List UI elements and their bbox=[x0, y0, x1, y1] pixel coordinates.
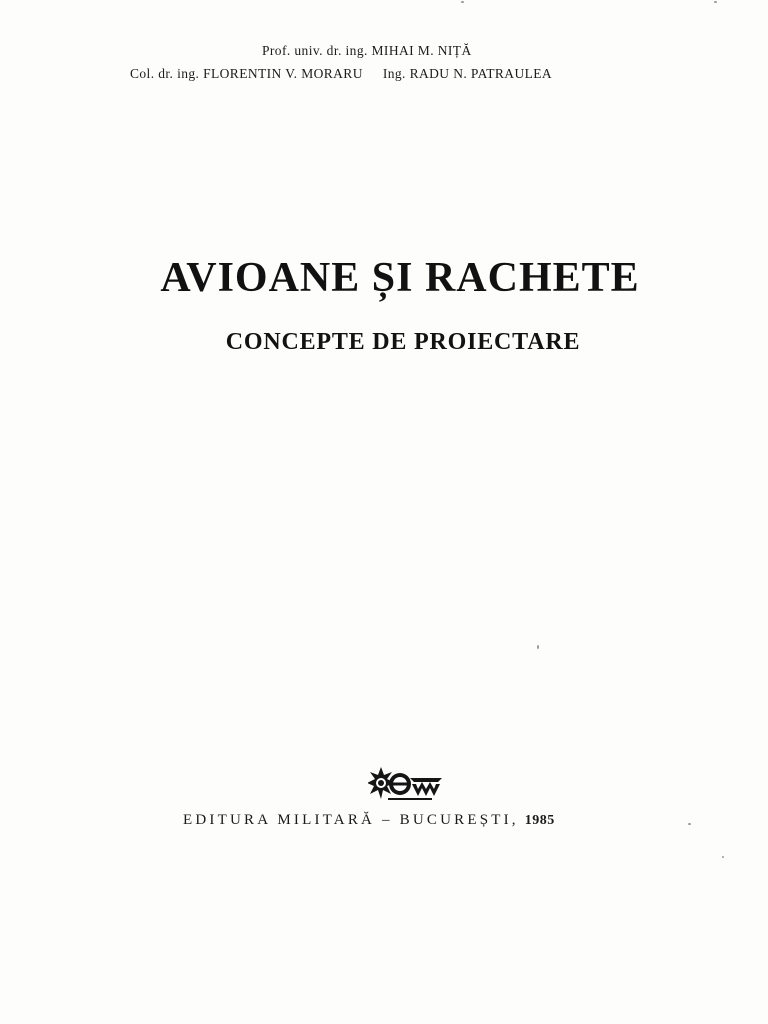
publication-year: 1985 bbox=[524, 813, 555, 828]
scan-speck bbox=[722, 856, 724, 858]
scan-speck bbox=[461, 1, 464, 3]
publisher-emblem-icon bbox=[368, 766, 444, 804]
author-line-2 bbox=[130, 66, 552, 82]
publisher-imprint bbox=[183, 812, 555, 829]
author-name: Prof. univ. dr. ing. MIHAI M. NIȚĂ bbox=[262, 43, 472, 58]
scan-speck bbox=[714, 1, 717, 3]
book-subtitle: CONCEPTE DE PROIECTARE bbox=[225, 329, 581, 355]
scan-speck bbox=[537, 645, 539, 649]
author-name: Ing. RADU N. PATRAULEA bbox=[382, 66, 553, 81]
publisher-name: EDITURA MILITARĂ – BUCUREȘTI, bbox=[183, 812, 519, 828]
book-title: AVIOANE ȘI RACHETE bbox=[160, 255, 640, 301]
author-name: Col. dr. ing. FLORENTIN V. MORARU bbox=[130, 66, 363, 81]
scan-speck bbox=[688, 823, 691, 825]
author-line-1 bbox=[262, 43, 472, 59]
